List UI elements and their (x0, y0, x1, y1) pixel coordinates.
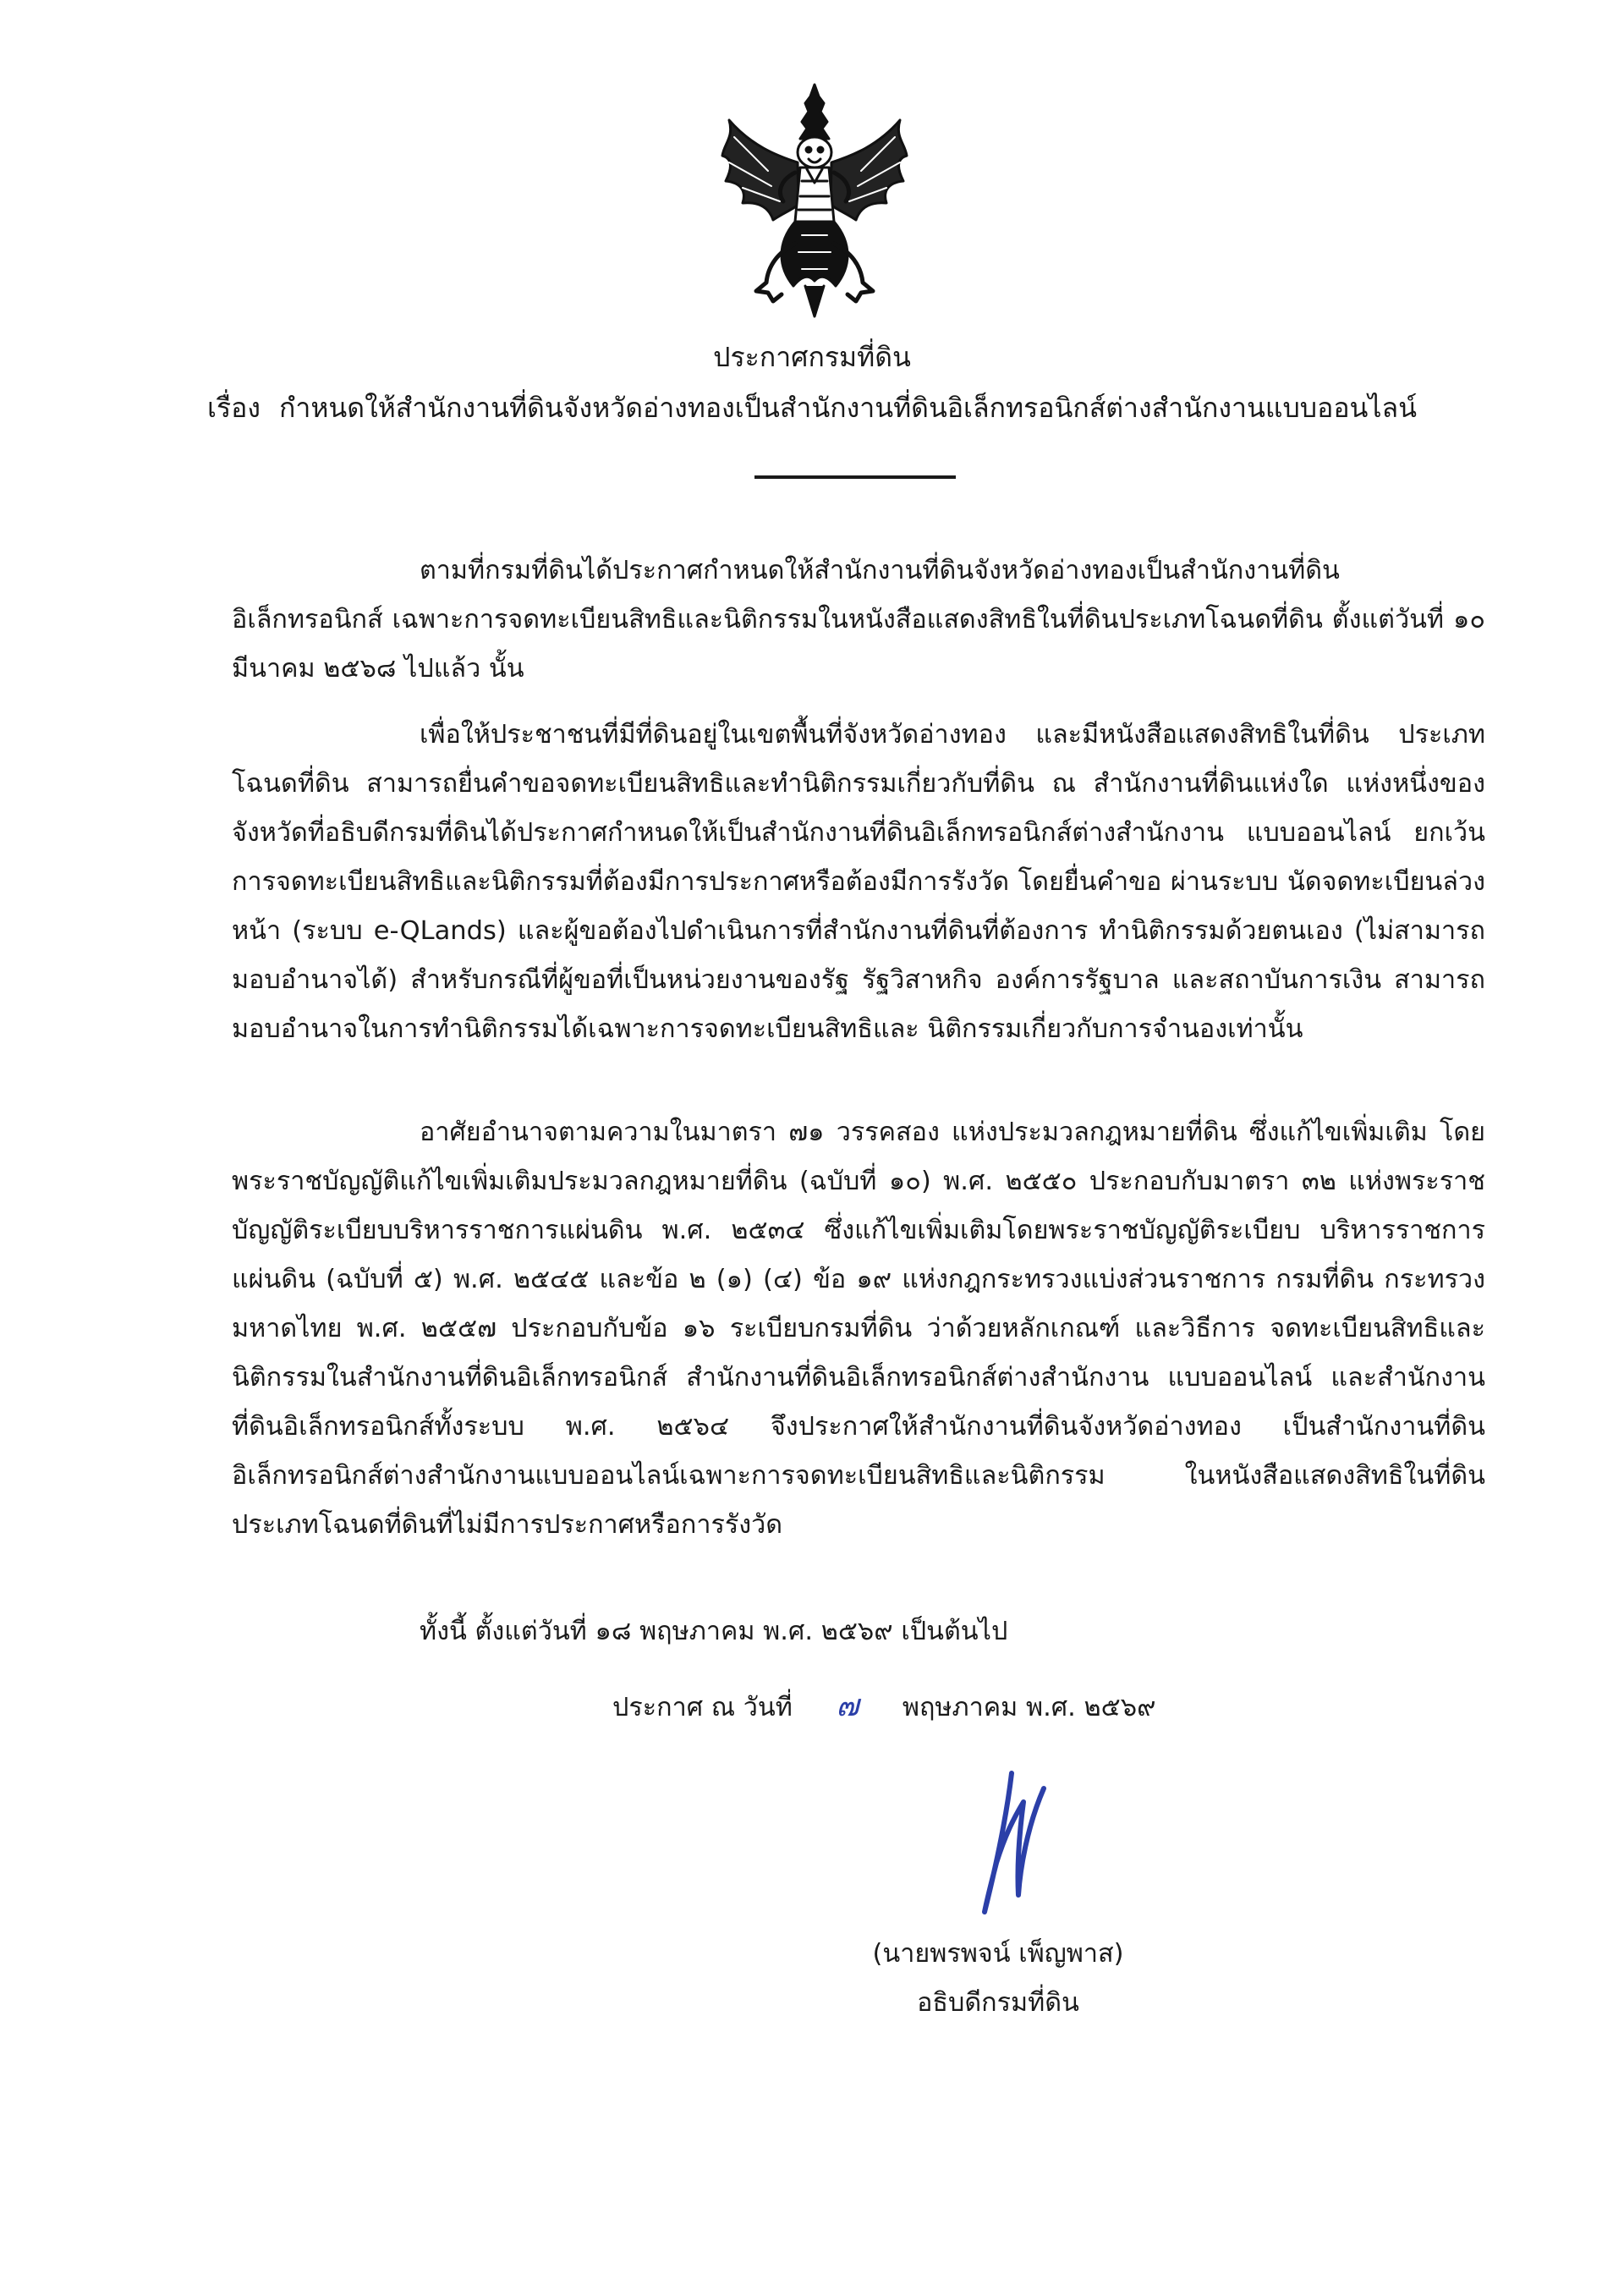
subject-label: เรื่อง (207, 392, 261, 424)
signer-name: (นายพรพจน์ เพ็ญพาส) (872, 1939, 1124, 1969)
paragraph-1-text: ตามที่กรมที่ดินได้ประกาศกำหนดให้สำนักงานที่ดินจังหวัดอ่างทองเป็นสำนักงานที่ดิน อิเล็กทรอนิกส์ เฉพาะการจดทะเบียนสิทธิและนิติกรรมในหนังสือแสดงสิทธิในที่ดินประเภทโฉนดที่ดิน ตั้งแต่วันที่ ๑๐ มีนาคม ๒๕๖๘ ไปแล้ว นั้น (232, 556, 1485, 684)
handwritten-day: ๗ (836, 1689, 859, 1723)
paragraph-3-text: อาศัยอำนาจตามความในมาตรา ๗๑ วรรคสอง แห่งประมวลกฎหมายที่ดิน ซึ่งแก้ไขเพิ่มเติม โดยพระราชบัญญัติแก้ไขเพิ่มเติมประมวลกฎหมายที่ดิน (ฉบับที่ ๑๐) พ.ศ. ๒๕๕๐ ประกอบกับมาตรา ๓๒ แห่งพระราชบัญญัติระเบียบบริหารราชการแผ่นดิน พ.ศ. ๒๕๓๔ ซึ่งแก้ไขเพิ่มเติมโดยพระราชบัญญัติระเบียบ บริหารราชการแผ่นดิน (ฉบับที่ ๕) พ.ศ. ๒๕๔๕ และข้อ ๒ (๑) (๔) ข้อ ๑๙ แห่งกฎกระทรวงแบ่งส่วนราชการ กรมที่ดิน กระทรวงมหาดไทย พ.ศ. ๒๕๕๗ ประกอบกับข้อ ๑๖ ระเบียบกรมที่ดิน ว่าด้วยหลักเกณฑ์ และวิธีการ จดทะเบียนสิทธิและนิติกรรมในสำนักงานที่ดินอิเล็กทรอนิกส์ สำนักงานที่ดินอิเล็กทรอนิกส์ต่างสำนักงาน แบบออนไลน์ และสำนักงานที่ดินอิเล็กทรอนิกส์ทั้งระบบ พ.ศ. ๒๕๖๔ จึงประกาศให้สำนักงานที่ดินจังหวัดอ่างทอง เป็นสำนักงานที่ดินอิเล็กทรอนิกส์ต่างสำนักงานแบบออนไลน์เฉพาะการจดทะเบียนสิทธิและนิติกรรม ในหนังสือแสดงสิทธิในที่ดินประเภทโฉนดที่ดินที่ไม่มีการประกาศหรือการรังวัด (232, 1118, 1485, 1540)
announcement-date-line (612, 1682, 1155, 1733)
announcement-month-year: พฤษภาคม พ.ศ. ๒๕๖๙ (902, 1693, 1156, 1722)
effective-date-line: ทั้งนี้ ตั้งแต่วันที่ ๑๘ พฤษภาคม พ.ศ. ๒๕๖๙ เป็นต้นไป (420, 1617, 1008, 1646)
body-paragraph-1 (232, 547, 1485, 694)
paragraph-2-text: เพื่อให้ประชาชนที่มีที่ดินอยู่ในเขตพื้นที่จังหวัดอ่างทอง และมีหนังสือแสดงสิทธิในที่ดิน ประเภทโฉนดที่ดิน สามารถยื่นคำขอจดทะเบียนสิทธิและทำนิติกรรมเกี่ยวกับที่ดิน ณ สำนักงานที่ดินแห่งใด แห่งหนึ่งของจังหวัดที่อธิบดีกรมที่ดินได้ประกาศกำหนดให้เป็นสำนักงานที่ดินอิเล็กทรอนิกส์ต่างสำนักงาน แบบออนไลน์ ยกเว้นการจดทะเบียนสิทธิและนิติกรรมที่ต้องมีการประกาศหรือต้องมีการรังวัด โดยยื่นคำขอ ผ่านระบบ นัดจดทะเบียนล่วงหน้า (ระบบ e-QLands) และผู้ขอต้องไปดำเนินการที่สำนักงานที่ดินที่ต้องการ ทำนิติกรรมด้วยตนเอง (ไม่สามารถมอบอำนาจได้) สำหรับกรณีที่ผู้ขอที่เป็นหน่วยงานของรัฐ รัฐวิสาหกิจ องค์การรัฐบาล และสถาบันการเงิน สามารถมอบอำนาจในการทำนิติกรรมได้เฉพาะการจดทะเบียนสิทธิและ นิติกรรมเกี่ยวกับการจำนองเท่านั้น (232, 720, 1485, 1044)
announcement-prefix: ประกาศ ณ วันที่ (612, 1693, 793, 1722)
body-paragraph-2 (232, 711, 1485, 1054)
signer-position: อธิบดีกรมที่ดิน (917, 1988, 1079, 2018)
garuda-emblem-icon (717, 78, 912, 323)
document-subject-line (0, 389, 1624, 426)
body-paragraph-3 (232, 1108, 1485, 1550)
subject-text: กำหนดให้สำนักงานที่ดินจังหวัดอ่างทองเป็นสำนักงานที่ดินอิเล็กทรอนิกส์ต่างสำนักงานแบบออนไลน์ (278, 392, 1417, 424)
handwritten-signature (959, 1768, 1061, 1929)
document-title: ประกาศกรมที่ดิน (713, 341, 911, 373)
title-divider (754, 475, 956, 479)
